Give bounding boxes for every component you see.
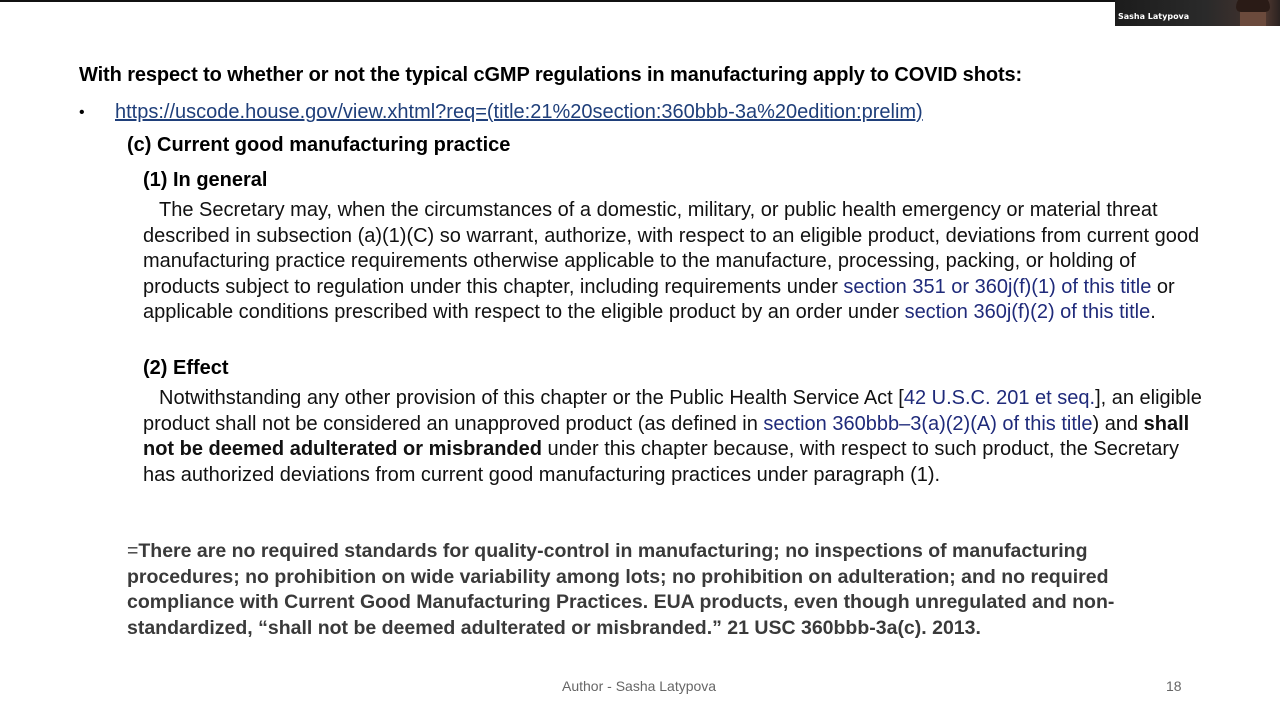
usc-42-201-link[interactable]: 42 U.S.C. 201 et seq. [903, 387, 1096, 409]
participant-video-thumbnail[interactable] [1115, 0, 1280, 26]
section-c-heading: (c) Current good manufacturing practice [127, 134, 511, 156]
footer-page-number: 18 [1166, 678, 1182, 694]
participant-name-label: Sasha Latypova [1118, 12, 1190, 21]
subsection-2-bold-phrase: shall not be deemed adulterated or misbranded [143, 412, 1190, 460]
footer-author: Author - Sasha Latypova [562, 678, 717, 694]
section-351-link[interactable]: section 351 or 360j(f)(1) of this title [843, 275, 1152, 298]
conclusion-paragraph [127, 539, 1197, 641]
subsection-2-text-d: under this chapter because, with respect to such product, the Secretary has authorized deviations from current good manufacturing practices under paragraph (1). [143, 438, 1179, 486]
subsection-1-text-a: The Secretary may, when the circumstances of a domestic, military, or public health emergency or material threat described in subsection (a)(1)(C) so warrant, authorize, with respect to an eligible product, deviations from current good manufacturing practice requirements otherwise applicable to the manufacture, processing, packing, or holding of products subject to regulation under this chapter, including requirements under [143, 199, 1200, 298]
subsection-1-text-b: or applicable conditions prescribed with respect to the eligible product by an order under [143, 275, 1175, 323]
conclusion-equals-sign: = [127, 540, 139, 562]
section-360bbb-3-link[interactable]: section 360bbb–3(a)(2)(A) of this title [763, 412, 1093, 435]
participant-video-hair [1236, 0, 1270, 12]
slide-title: With respect to whether or not the typical cGMP regulations in manufacturing apply to COVID shots: [79, 64, 1023, 86]
subsection-1-heading: (1) In general [143, 169, 268, 191]
subsection-2-text-a: Notwithstanding any other provision of this chapter or the Public Health Service Act [ [159, 387, 904, 409]
subsection-2-heading: (2) Effect [143, 357, 229, 379]
bullet-icon: • [79, 104, 85, 121]
section-360j-f-2-link[interactable]: section 360j(f)(2) of this title [904, 301, 1151, 323]
subsection-1-text-c: . [1150, 301, 1156, 323]
subsection-2-paragraph [143, 386, 1203, 488]
window-top-border [0, 0, 1280, 2]
subsection-2-text-b: ], an eligible product shall not be considered an unapproved product (as defined in [143, 387, 1202, 435]
conclusion-text: There are no required standards for quality-control in manufacturing; no inspections of manufacturing procedures; no prohibition on wide variability among lots; no prohibition on adulteration; and no required compliance with Current Good Manufacturing Practices. EUA products, even though unregulated and non-standardized, “shall not be deemed adulterated or misbranded.” 21 USC 360bbb-3a(c). 2013. [127, 540, 1115, 639]
uscode-url-link[interactable]: https://uscode.house.gov/view.xhtml?req=(title:21%20section:360bbb-3a%20edition:prelim) [115, 101, 923, 123]
subsection-1-paragraph [143, 198, 1203, 326]
subsection-2-text-c: ) and [1092, 412, 1144, 435]
